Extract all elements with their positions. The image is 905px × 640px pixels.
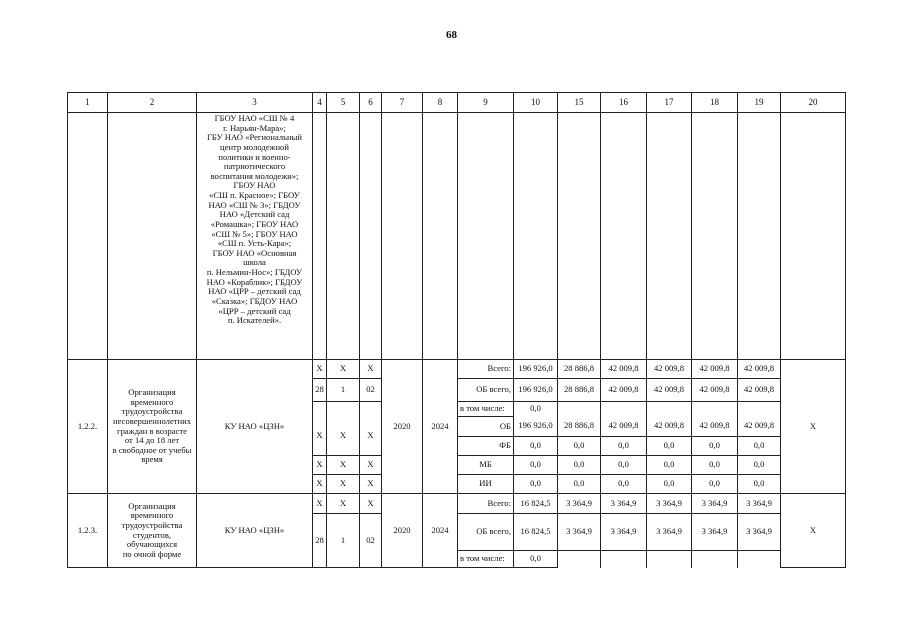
table-cell: 3 364,9 <box>558 514 601 551</box>
fund-label: Всего: <box>458 360 514 379</box>
table-cell: 0,0 <box>514 437 558 456</box>
table-cell: 196 926,0 <box>514 417 558 437</box>
table-cell: 3 364,9 <box>647 514 692 551</box>
item-org: КУ НАО «ЦЗН» <box>197 360 313 494</box>
col20-mark: Х <box>781 494 846 568</box>
table-cell: 28 886,8 <box>558 379 601 402</box>
table-cell: 16 824,5 <box>514 494 558 514</box>
table-cell: Х <box>313 360 327 379</box>
table-cell <box>558 402 601 417</box>
header-cell: 18 <box>692 93 738 113</box>
table-cell: 42 009,8 <box>601 360 647 379</box>
table-cell: 16 824,5 <box>514 514 558 551</box>
page-number: 68 <box>446 29 457 41</box>
fund-label: МБ <box>458 456 514 475</box>
table-cell: 1 <box>327 514 360 568</box>
table-cell <box>382 113 423 360</box>
fund-label: ОБ всего, <box>458 379 514 402</box>
table-cell <box>514 113 558 360</box>
table-cell <box>738 113 781 360</box>
table-cell <box>647 402 692 417</box>
table-cell: 3 364,9 <box>601 514 647 551</box>
table-cell: Х <box>313 456 327 475</box>
table-cell: 0,0 <box>514 402 558 417</box>
table-row <box>68 494 846 514</box>
budget-table <box>67 92 846 568</box>
fund-label: ИИ <box>458 475 514 494</box>
table-cell: 3 364,9 <box>601 494 647 514</box>
header-cell: 3 <box>197 93 313 113</box>
header-cell: 5 <box>327 93 360 113</box>
table-cell: 0,0 <box>647 456 692 475</box>
table-cell: Х <box>327 475 360 494</box>
table-cell: Х <box>360 360 382 379</box>
item-name: Организация временного трудоустройства студентов, обучающихся по очной форме <box>108 494 197 568</box>
table-cell: 3 364,9 <box>558 494 601 514</box>
table-cell <box>313 113 327 360</box>
table-cell: 28 886,8 <box>558 417 601 437</box>
table-cell: 42 009,8 <box>738 360 781 379</box>
fund-label: в том числе: <box>458 402 514 417</box>
fund-label: ФБ <box>458 437 514 456</box>
fund-label: ОБ <box>458 417 514 437</box>
header-cell: 7 <box>382 93 423 113</box>
table-cell <box>423 113 458 360</box>
table-cell: 42 009,8 <box>647 360 692 379</box>
header-cell: 1 <box>68 93 108 113</box>
continuation-org-cell: ГБОУ НАО «СШ № 4 г. Нарьян-Мара»; ГБУ НАО «Региональный центр молодежной политики и военно- патриотического воспитания молодежи»; ГБОУ НАО «СШ п. Красное»; ГБОУ НАО «СШ № 3»; ГБДОУ НАО «Детский сад «Ромашка»; ГБОУ НАО «СШ № 5»; ГБОУ НАО «СШ п. Усть-Кара»; ГБОУ НАО «Основная школа п. Нельмин-Нос»; ГБДОУ НАО «Кораблик»; ГБДОУ НАО «ЦРР – детский сад «Сказка»; ГБДОУ НАО «ЦРР – детский сад п. Искателей». <box>197 113 313 360</box>
fund-label: в том числе: <box>458 551 514 568</box>
table-cell: 1 <box>327 379 360 402</box>
header-cell: 15 <box>558 93 601 113</box>
table-cell: 42 009,8 <box>601 417 647 437</box>
table-cell: 0,0 <box>558 456 601 475</box>
table-cell: 42 009,8 <box>738 379 781 402</box>
table-cell: Х <box>313 494 327 514</box>
table-cell: Х <box>327 456 360 475</box>
table-cell <box>601 551 647 568</box>
col20-mark: Х <box>781 360 846 494</box>
table-cell: 0,0 <box>601 475 647 494</box>
header-cell: 4 <box>313 93 327 113</box>
table-cell: Х <box>313 417 327 456</box>
table-cell: 02 <box>360 379 382 402</box>
table-cell <box>558 551 601 568</box>
table-cell <box>692 113 738 360</box>
item-name: Организация временного трудоустройства несовершеннолетних граждан в возрасте от 14 до 18 лет в свободное от учебы время <box>108 360 197 494</box>
table-cell: 0,0 <box>692 437 738 456</box>
table-cell: 28 <box>313 379 327 402</box>
table-cell: 3 364,9 <box>692 514 738 551</box>
table-cell: 42 009,8 <box>692 379 738 402</box>
table-cell: 0,0 <box>558 437 601 456</box>
table-cell: 0,0 <box>738 475 781 494</box>
header-row <box>68 93 846 113</box>
table-cell: 3 364,9 <box>738 494 781 514</box>
table-cell <box>692 551 738 568</box>
table-cell <box>458 113 514 360</box>
table-cell <box>558 113 601 360</box>
table-cell: 42 009,8 <box>647 379 692 402</box>
table-cell: 42 009,8 <box>601 379 647 402</box>
table-cell: 0,0 <box>647 475 692 494</box>
table-cell: Х <box>360 494 382 514</box>
table-cell: 0,0 <box>738 437 781 456</box>
table-cell: Х <box>360 417 382 456</box>
table-cell: 42 009,8 <box>692 417 738 437</box>
table-cell <box>313 402 327 417</box>
header-cell: 20 <box>781 93 846 113</box>
year-end: 2024 <box>423 494 458 568</box>
item-number: 1.2.2. <box>68 360 108 494</box>
year-start: 2020 <box>382 494 423 568</box>
table-cell <box>327 402 360 417</box>
table-cell: 0,0 <box>692 456 738 475</box>
item-org: КУ НАО «ЦЗН» <box>197 494 313 568</box>
header-cell: 16 <box>601 93 647 113</box>
table-cell: 02 <box>360 514 382 568</box>
table-cell: 0,0 <box>514 551 558 568</box>
table-cell: 0,0 <box>514 456 558 475</box>
table-cell: 42 009,8 <box>647 417 692 437</box>
table-cell: 28 886,8 <box>558 360 601 379</box>
header-cell: 10 <box>514 93 558 113</box>
table-cell <box>601 113 647 360</box>
table-cell: Х <box>327 417 360 456</box>
header-cell: 2 <box>108 93 197 113</box>
table-cell: 28 <box>313 514 327 568</box>
continuation-row <box>68 113 846 360</box>
table-cell: 0,0 <box>601 437 647 456</box>
table-cell <box>601 402 647 417</box>
header-cell: 17 <box>647 93 692 113</box>
table-cell: Х <box>360 475 382 494</box>
table-row <box>68 360 846 379</box>
table-cell: 3 364,9 <box>647 494 692 514</box>
fund-label: Всего: <box>458 494 514 514</box>
table-cell: 196 926,0 <box>514 360 558 379</box>
table-cell: 0,0 <box>647 437 692 456</box>
table-cell: 3 364,9 <box>738 514 781 551</box>
table-cell <box>647 113 692 360</box>
table-cell: 42 009,8 <box>738 417 781 437</box>
item-number: 1.2.3. <box>68 494 108 568</box>
header-cell: 19 <box>738 93 781 113</box>
table-cell: 0,0 <box>601 456 647 475</box>
table-cell <box>360 402 382 417</box>
table-cell <box>327 113 360 360</box>
year-end: 2024 <box>423 360 458 494</box>
table-cell: Х <box>313 475 327 494</box>
table-cell <box>738 402 781 417</box>
table-cell: 0,0 <box>692 475 738 494</box>
table-cell <box>647 551 692 568</box>
header-cell: 6 <box>360 93 382 113</box>
table-cell: Х <box>360 456 382 475</box>
table-cell <box>692 402 738 417</box>
table-cell <box>738 551 781 568</box>
year-start: 2020 <box>382 360 423 494</box>
table-cell: Х <box>327 494 360 514</box>
table-cell <box>360 113 382 360</box>
table-cell: 0,0 <box>514 475 558 494</box>
table-cell: 3 364,9 <box>692 494 738 514</box>
table-cell: Х <box>327 360 360 379</box>
table-cell: 0,0 <box>738 456 781 475</box>
table-cell <box>108 113 197 360</box>
table-cell <box>68 113 108 360</box>
table-cell <box>781 113 846 360</box>
fund-label: ОБ всего, <box>458 514 514 551</box>
header-cell: 8 <box>423 93 458 113</box>
table-cell: 196 926,0 <box>514 379 558 402</box>
table-cell: 42 009,8 <box>692 360 738 379</box>
header-cell: 9 <box>458 93 514 113</box>
table-cell: 0,0 <box>558 475 601 494</box>
